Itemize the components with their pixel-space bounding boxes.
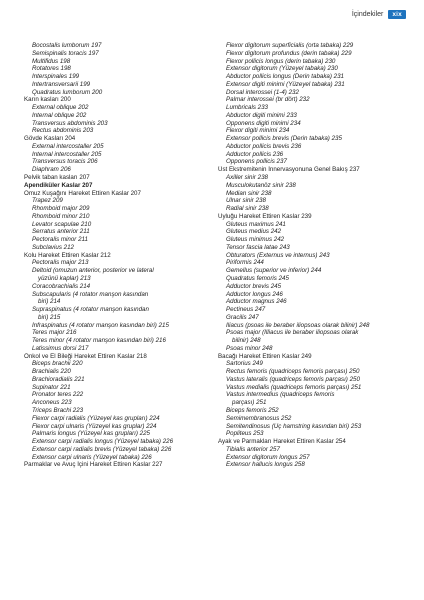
toc-entry: Musculokutanöz sinir 238 [226, 181, 296, 189]
toc-entry: Semitendinosus (Üç hamstring kasından biri) 253 [226, 422, 362, 430]
toc-entry: bilinir) 248 [232, 337, 261, 345]
toc-entry: Extensor carpi radialis longus (Yüzeyel tabaka) 226 [32, 438, 174, 446]
toc-section-entry: Parmaklar ve Avuç İçini Hareket Ettiren Kaslar 227 [24, 461, 163, 469]
toc-entry: Abductor digiti minimi 233 [226, 111, 297, 119]
toc-entry: Obturators (Externus ve internus) 243 [226, 251, 330, 259]
toc-entry: Subscapularis (4 rotator manşon kasından [32, 290, 149, 298]
toc-entry: Palmar interossei (br dört) 232 [226, 96, 310, 104]
toc-entry: Gluteus maximus 241 [226, 220, 286, 228]
toc-entry: Intertransversarii 199 [32, 80, 91, 88]
toc-section-entry: Uyluğu Hareket Ettiren Kaslar 239 [218, 212, 312, 220]
toc-entry: Adductor pollicis 236 [226, 150, 284, 158]
toc-entry: Abductor pollicis longus (Derin tabaka) 231 [226, 73, 344, 81]
toc-entry: Adductor brevis 245 [226, 282, 282, 290]
toc-section-entry: Bacağı Hareket Ettiren Kaslar 249 [218, 352, 312, 360]
toc-entry: Extensor carpi radialis brevis (Yüzeyel tabaka) 226 [32, 445, 172, 453]
toc-entry: Internal oblique 202 [32, 111, 87, 119]
toc-entry: Quadratus lumborum 200 [32, 88, 103, 96]
toc-entry: Flexor pollicis longus (derin tabaka) 230 [226, 57, 336, 65]
toc-entry: Semimembranosus 252 [226, 414, 292, 422]
toc-entry: Adductor magnus 246 [226, 298, 287, 306]
toc-entry: Levator scapulae 210 [32, 220, 92, 228]
toc-section-entry: Üst Ekstremitenin İnnervasyonuna Genel Bakış 237 [218, 166, 360, 174]
toc-entry: Brachialis 220 [32, 368, 71, 376]
toc-entry: Extensor digitorum longus 257 [226, 453, 310, 461]
toc-entry: yüzünü kaplar) 213 [38, 274, 91, 282]
toc-entry: Piriformis 244 [226, 259, 264, 267]
toc-entry: Triceps Brachi 223 [32, 406, 84, 414]
toc-right-column [218, 42, 410, 469]
toc-entry: Teres major 216 [32, 329, 77, 337]
toc-entry: Coracobrachialis 214 [32, 282, 91, 290]
toc-entry: Semispinalis toracis 197 [32, 49, 99, 57]
toc-entry: Lumbricals 233 [226, 104, 268, 112]
toc-entry: External intercostaller 205 [32, 142, 104, 150]
toc-entry: Opponens pollicis 237 [226, 158, 287, 166]
toc-entry: Extensor carpi ulnaris (Yüzeyel tabaka) 226 [32, 453, 152, 461]
toc-entry: Palmaris longus (Yüzeyel kas grupları) 225 [32, 430, 150, 438]
toc-entry: Gracilis 247 [226, 313, 259, 321]
toc-entry: Psoas minor 248 [226, 344, 273, 352]
toc-left-column [24, 42, 216, 469]
toc-entry: Median sinir 238 [226, 189, 272, 197]
toc-entry: Transversus abdominis 203 [32, 119, 108, 127]
toc-entry: Vastus lateralis (quadriceps femoris parçası) 250 [226, 375, 360, 383]
toc-section-entry: Karın kasları 200 [24, 96, 71, 104]
toc-entry: Interspinales 199 [32, 73, 80, 81]
toc-entry: Extensor digitorum (Yüzeyel tabaka) 230 [226, 65, 338, 73]
toc-entry: Supraspinatus (4 rotator manşon kasından [32, 306, 149, 314]
toc-entry: Anconeus 223 [32, 399, 72, 407]
toc-entry: Radial sinir 238 [226, 205, 269, 213]
toc-section-entry: Gövde Kasları 204 [24, 135, 76, 143]
toc-entry: Gluteus minimus 242 [226, 236, 285, 244]
toc-entry: Flexor digitorum profundus (derin tabaka) 229 [226, 49, 352, 57]
toc-entry: Deltoid (omuzun anterior, posterior ve lateral [32, 267, 154, 275]
toc-entry: Adductor longus 246 [226, 290, 283, 298]
toc-entry: Tensor fascia latae 243 [226, 243, 290, 251]
toc-entry: Extensor digiti minimi (Yüzeyel tabaka) 231 [226, 80, 345, 88]
toc-entry: Flexor digitorum superficialis (orta tabaka) 229 [226, 42, 354, 49]
toc-entry: Trapez 209 [32, 197, 63, 205]
toc-entry: Tibialis anterior 257 [226, 445, 280, 453]
toc-entry: Ulnar sinir 238 [226, 197, 266, 205]
toc-section-entry: Omuz Kuşağını Hareket Ettiren Kaslar 207 [24, 189, 141, 197]
toc-entry: Gemellus (superior ve inferior) 244 [226, 267, 322, 275]
toc-entry: Axiller sinir 238 [226, 174, 268, 182]
toc-entry: Rhomboid major 209 [32, 205, 90, 213]
toc-entry: Flexor carpi ulnaris (Yüzeyel kas gruplar) 224 [32, 422, 157, 430]
toc-entry: Flexor digiti minimi 234 [226, 127, 290, 135]
toc-entry: Teres minor (4 rotator manşon kasından biri) 216 [32, 337, 166, 345]
toc-entry: parçası) 251 [232, 399, 267, 407]
toc-entry: Vastus intermedius (quadriceps femoris [226, 391, 335, 399]
toc-entry: İnfraspinatus (4 rotator manşon kasından biri) 215 [32, 321, 169, 329]
toc-entry: Pronator teres 222 [32, 391, 84, 399]
toc-entry: Vastus medialis (quadriceps femoris parçası) 251 [226, 383, 362, 391]
toc-entry: Bocostalis lumborum 197 [32, 42, 102, 49]
toc-entry: biri) 214 [38, 298, 61, 306]
toc-entry: Extensor pollicis brevis (Derin tabaka) 235 [226, 135, 342, 143]
toc-section-entry: Kolu Hareket Ettiren Kaslar 212 [24, 251, 111, 259]
toc-entry: Quadratus femoris 245 [226, 274, 289, 282]
toc-entry: Internal intercostaller 205 [32, 150, 102, 158]
toc-section-entry: Pelvik taban kasları 207 [24, 174, 90, 182]
toc-entry: Opponens digiti minimi 234 [226, 119, 301, 127]
toc-entry: Psoas major (Illiacus ile beraber iliopsoas olarak [226, 329, 359, 337]
toc-entry: Serratus anterior 211 [32, 228, 90, 236]
toc-entry: Supinator 221 [32, 383, 71, 391]
toc-entry: Iliacus (psoas ile beraber iliopsoas olarak bilinir) 248 [226, 321, 370, 329]
toc-entry: Pectineus 247 [226, 306, 266, 314]
toc-entry: External oblique 202 [32, 104, 89, 112]
header-title: İçindekiler [351, 11, 384, 18]
toc-entry: Rotatores 198 [32, 65, 71, 73]
toc-section-entry: Apendiküler Kaslar 207 [24, 181, 93, 189]
toc-entry: Pectoralis major 213 [32, 259, 89, 267]
toc-entry: Pectoralis minor 211 [32, 236, 88, 244]
toc-entry: Abductor pollicis brevis 236 [226, 142, 302, 150]
toc-entry: Brachioradialis 221 [32, 375, 85, 383]
toc-entry: Extensor hallucis longus 258 [226, 461, 305, 469]
toc-entry: Rhomboid minor 210 [32, 212, 90, 220]
toc-section-entry: Önkol ve El Bileği Hareket Ettiren Kaslar 218 [24, 352, 147, 360]
toc-entry: Transversus toracis 206 [32, 158, 98, 166]
toc-section-entry: Ayak ve Parmakları Hareket Ettiren Kaslar 254 [218, 438, 346, 446]
toc-entry: Latissimus dorsi 217 [32, 344, 89, 352]
toc-entry: biri) 215 [38, 313, 61, 321]
toc-entry: Subclavius 212 [32, 243, 74, 251]
page-number-badge: xix [388, 10, 406, 19]
toc-entry: Sartorius 249 [226, 360, 263, 368]
toc-entry: Biceps brachii 220 [32, 360, 83, 368]
toc-entry: Dorsal interossei (1-4) 232 [226, 88, 299, 96]
toc-entry: Multifidus 198 [32, 57, 71, 65]
toc-entry: Popliteus 253 [226, 430, 264, 438]
toc-entry: Biceps femoris 252 [226, 406, 279, 414]
toc-entry: Diaphram 206 [32, 166, 71, 174]
toc-entry: Rectus femoris (quadriceps femoris parçası) 250 [226, 368, 360, 376]
toc-entry: Flexor carpi radialis (Yüzeyel kas grupları) 224 [32, 414, 160, 422]
page-header [352, 10, 406, 19]
toc-entry: Rectus abdominis 203 [32, 127, 94, 135]
toc-entry: Gluteus medius 242 [226, 228, 282, 236]
